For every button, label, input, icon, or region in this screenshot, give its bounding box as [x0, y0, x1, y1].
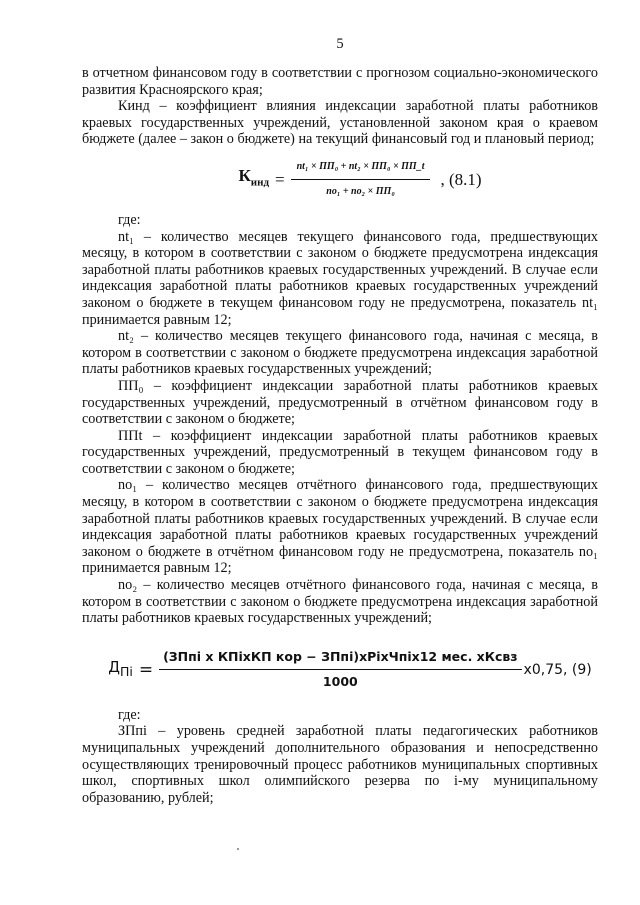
where-label: где: — [118, 706, 141, 723]
formula-lhs: $Д_{Пi}$ — [108, 658, 133, 680]
definition-no1: no₁ – количество месяцев отчётного финансового года, предшествующих месяцу, в котором в соответствии с законом о бюджете предусмотрена индексация заработной платы работников краевых государственных учреждений. В случае если индексация заработной платы работников краевых государственных учреждений законом о бюджете в отчётном финансовом году не предусмотрена, показатель no₁ принимается равным 12; — [82, 477, 598, 577]
definition-nt1: nt₁ – количество месяцев текущего финансового года, предшествующих месяцу, в котором в соответствии с законом о бюджете предусмотрена индексация заработной платы работников краевых государственных учреждений. В случае если индексация заработной платы работников краевых государственных учреждений законом о бюджете в текущем финансовом году не предусмотрена, показатель nt₁ принимается равным 12; — [82, 228, 598, 328]
fraction-bar — [291, 179, 431, 180]
formula-8-1 — [82, 157, 598, 203]
formula-lhs: $К_{инд}$ — [238, 166, 270, 189]
fraction-bar — [159, 669, 521, 670]
formula-9 — [82, 649, 598, 691]
definition-ppt: ППt – коэффициент индексации заработной платы работников краевых государственных учреждений, предусмотренный в текущем финансовом году в соответствии с законом о бюджете; — [82, 427, 598, 477]
formula-equals: = — [275, 169, 285, 189]
definition-nt2: nt₂ – количество месяцев текущего финансового года, начиная с месяца, в котором в соответствии с законом о бюджете предусмотрена индексация заработной платы работников краевых государственных учреждений; — [82, 328, 598, 378]
where-label: где: — [118, 211, 141, 228]
formula-lhs-subscript: инд — [250, 176, 270, 189]
formula-denominator: 1000 — [322, 674, 358, 690]
formula-fraction — [159, 648, 521, 692]
formula-number: , (8.1) — [440, 169, 482, 189]
formula-lhs-subscript: Пi — [119, 664, 133, 680]
definition-zppi: ЗПпi – уровень средней заработной платы педагогических работников муниципальных учреждений дополнительного образования и непосредственно осуществляющих тренировочный процесс работников муниципальных спортивных школ, спортивных школ олимпийского резерва по i-му муниципальному образованию, рублей; — [82, 723, 598, 806]
formula-numerator: nt₁ × ПП₀ + nt₂ × ПП₀ × ПП_t — [296, 160, 425, 172]
formula-denominator: no₁ + no₂ × ПП₀ — [326, 186, 395, 198]
scan-speck — [237, 848, 239, 850]
paragraph: в отчетном финансовом году в соответствии с прогнозом социально-экономического развития Красноярского края; — [82, 65, 598, 98]
definition-no2: no₂ – количество месяцев отчётного финансового года, начиная с месяца, в котором в соответствии с законом о бюджете предусмотрена индексация заработной платы работников краевых государственных учреждений; — [82, 577, 598, 627]
definition-pp0: ПП₀ – коэффициент индексации заработной платы работников краевых государственных учреждений, предусмотренный в отчётном финансовом году в соответствии с законом о бюджете; — [82, 377, 598, 428]
formula-tail: х0,75, (9) — [523, 661, 592, 678]
formula-fraction — [291, 158, 431, 202]
page-number: 5 — [336, 36, 344, 52]
paragraph: Кинд – коэффициент влияния индексации заработной платы работников краевых государственных учреждений, установленной законом края о краевом бюджете (далее – закон о бюджете) на текущий финансовый год и плановый период; — [82, 98, 598, 148]
page-content — [82, 65, 598, 806]
formula-numerator: (ЗПпi х КПiхКП кор − ЗПпi)хPiхЧпiх12 мес. хКсвз — [163, 648, 518, 664]
formula-equals: = — [138, 659, 154, 680]
